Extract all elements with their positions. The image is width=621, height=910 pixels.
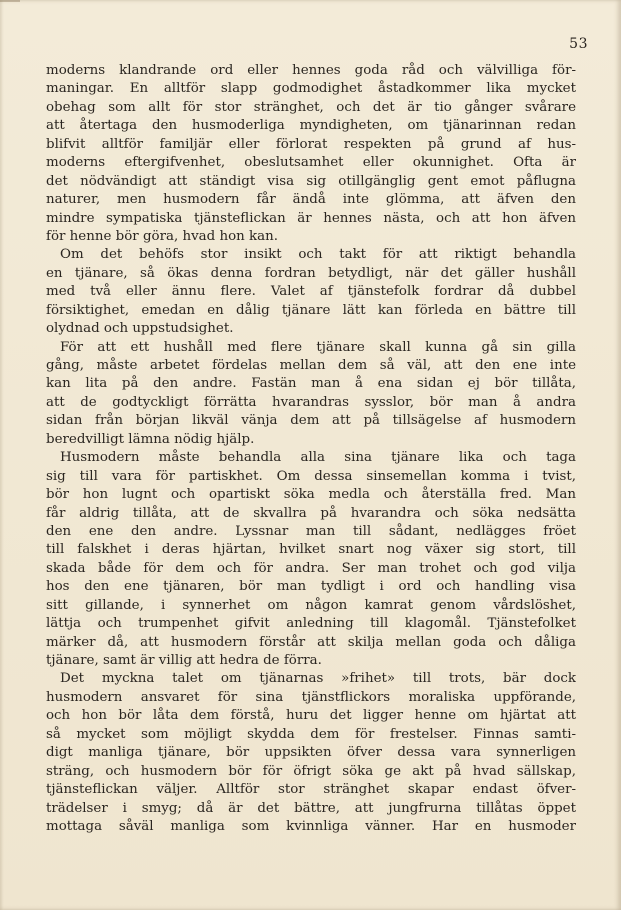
text-line: moderns klandrande ord eller hennes goda råd och välvilliga för-	[46, 63, 576, 78]
text-line: maningar. En alltför slapp godmodighet åstadkommer lika mycket	[46, 81, 576, 97]
text-line: sidan från början likväl vänja dem att på tillsägelse af husmodern	[46, 413, 576, 429]
text-line: tjänsteflickan väljer. Alltför stor stränghet skapar endast öfver-	[46, 782, 576, 798]
text-line: den ene den andre. Lyssnar man till sådant, nedlägges fröet	[46, 523, 576, 539]
text-line: Husmodern måste behandla alla sina tjänare lika och taga	[60, 450, 576, 466]
text-line: För att ett hushåll med flere tjänare skall kunna gå sin gilla	[60, 339, 576, 355]
text-line: mottaga såväl manliga som kvinnliga vänner. Har en husmoder	[46, 818, 576, 834]
text-line: får aldrig tillåta, att de skvallra på hvarandra och söka nedsätta	[46, 505, 576, 521]
page-edge-mark	[0, 0, 20, 2]
text-line: Om det behöfs stor insikt och takt för att riktigt behandla	[60, 247, 576, 263]
text-line: skada både för dem och för andra. Ser man trohet och god vilja	[46, 560, 576, 576]
text-line: för henne bör göra, hvad hon kan.	[46, 228, 279, 244]
text-line: moderns eftergifvenhet, obeslutsamhet eller okunnighet. Ofta är	[46, 155, 576, 171]
text-line: sträng, och husmodern bör för öfrigt söka ge akt på hvad sällskap,	[46, 763, 576, 779]
text-line: att de godtyckligt förrätta hvarandras sysslor, bör man å andra	[46, 394, 576, 410]
text-line: att återtaga den husmoderliga myndigheten, om tjänarinnan redan	[46, 118, 576, 134]
text-line: tjänare, samt är villig att hedra de förra.	[46, 653, 322, 668]
text-line: mindre sympatiska tjänsteflickan är hennes nästa, och att hon äfven	[46, 210, 576, 226]
text-line: med två eller ännu flere. Valet af tjänstefolk fordrar då dubbel	[46, 284, 576, 300]
text-line: till falskhet i deras hjärtan, hvilket snart nog växer sig stort, till	[46, 542, 576, 558]
text-line: sig till vara för partiskhet. Om dessa sinsemellan komma i tvist,	[46, 468, 576, 484]
text-line: gång, måste arbetet fördelas mellan dem så väl, att den ene inte	[46, 358, 576, 373]
page-number: 53	[569, 36, 588, 52]
text-line: trädelser i smyg; då är det bättre, att jungfrurna tillåtas öppet	[46, 800, 576, 816]
text-line: så mycket som möjligt skydda dem för frestelser. Finnas samti-	[46, 726, 576, 742]
text-line: olydnad och uppstudsighet.	[46, 321, 234, 337]
text-line: sitt gillande, i synnerhet om någon kamrat genom vårdslöshet,	[46, 597, 576, 613]
body-text	[46, 62, 576, 836]
text-line: blifvit alltför familjär eller förlorat respekten på grund af hus-	[46, 136, 576, 152]
text-line: det nödvändigt att ständigt visa sig otillgänglig gent emot påflugna	[46, 173, 576, 189]
text-line: en tjänare, så ökas denna fordran betydligt, när det gäller hushåll	[46, 265, 576, 281]
text-line: Det myckna talet om tjänarnas »frihet» till trots, bär dock	[60, 671, 576, 687]
text-line: naturer, men husmodern får ändå inte glömma, att äfven den	[46, 192, 576, 208]
text-line: försiktighet, emedan en dålig tjänare lätt kan förleda en bättre till	[46, 302, 576, 318]
text-line: kan lita på den andre. Fastän man å ena sidan ej bör tillåta,	[46, 376, 576, 392]
text-line: bör hon lugnt och opartiskt söka medla och återställa fred. Man	[46, 487, 576, 503]
text-line: lättja och trumpenhet gifvit anledning till klagomål. Tjänstefolket	[46, 616, 576, 632]
text-line: obehag som allt för stor stränghet, och det är tio gånger svårare	[46, 99, 576, 115]
text-line: husmodern ansvaret för sina tjänstflickors moraliska uppförande,	[46, 689, 576, 705]
text-line: beredvilligt lämna nödig hjälp.	[46, 431, 255, 447]
text-line: hos den ene tjänaren, bör man tydligt i ord och handling visa	[46, 579, 576, 595]
text-line: märker då, att husmodern förstår att skilja mellan goda och dåliga	[46, 634, 576, 650]
text-line: digt manliga tjänare, bör uppsikten öfver dessa vara synnerligen	[46, 745, 576, 761]
text-line: och hon bör låta dem förstå, huru det ligger henne om hjärtat att	[46, 708, 576, 724]
